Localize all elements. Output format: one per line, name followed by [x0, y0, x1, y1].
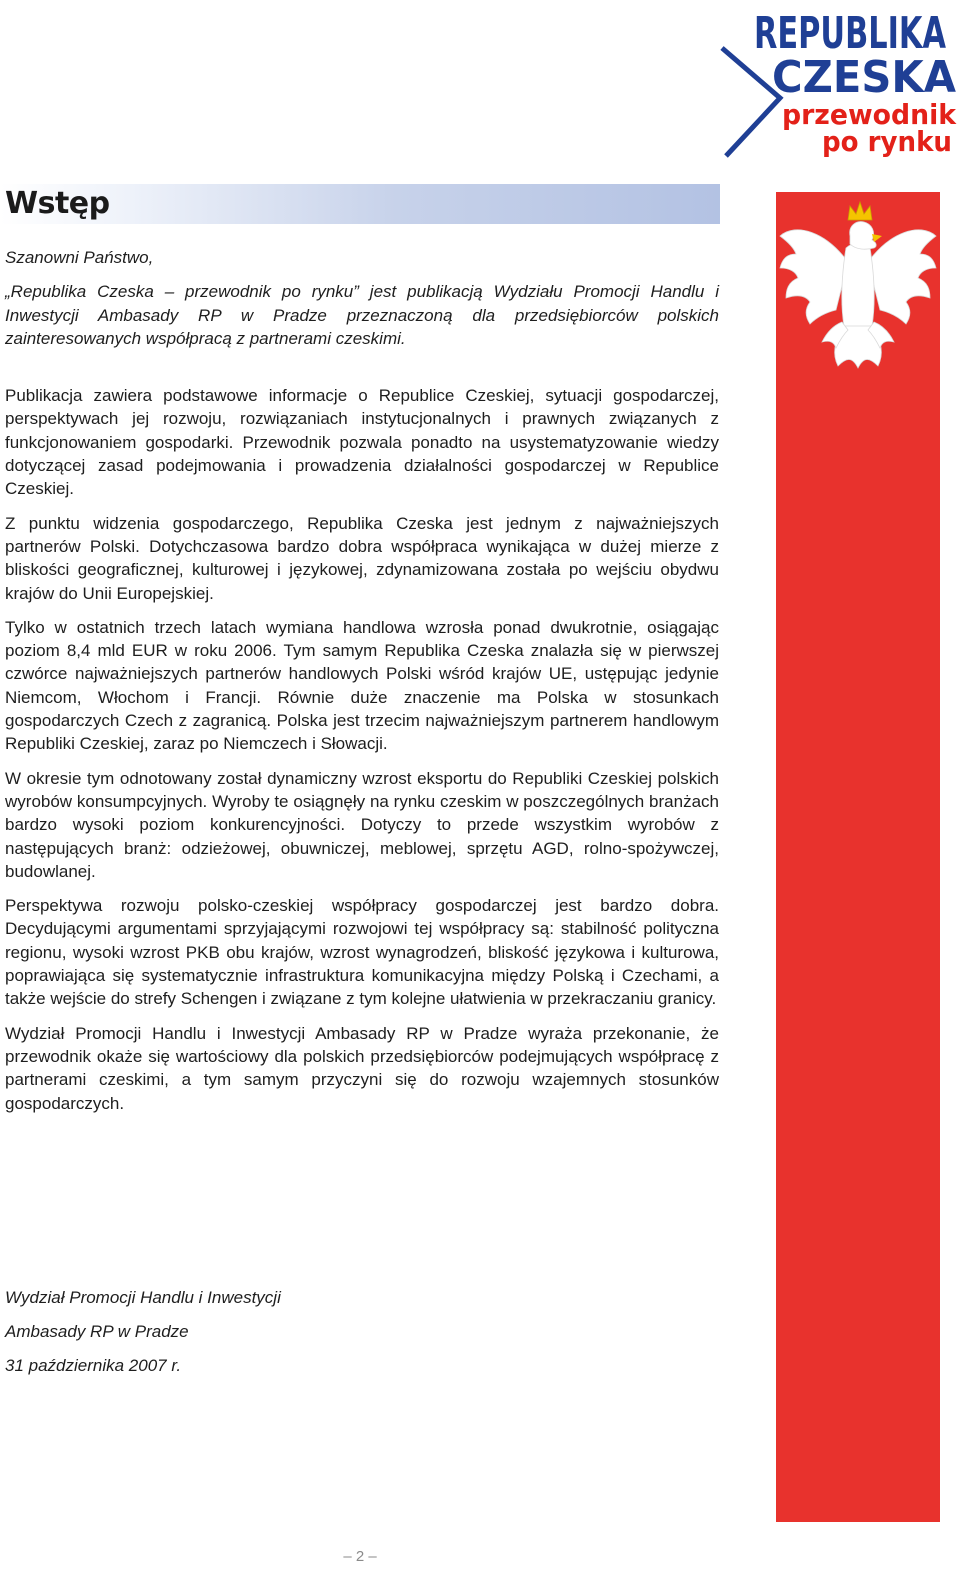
intro-paragraph: „Republika Czeska – przewodnik po rynku” jest publikacją Wydziału Promocji Handlu i Inwestycji Ambasady RP w Pradze przeznaczoną dla przedsiębiorców polskich zainteresowanych współpracą z partnerami czeskimi.	[5, 282, 719, 348]
body-paragraph-5: Perspektywa rozwoju polsko-czeskiej współpracy gospodarczej jest bardzo dobra. Decydującymi argumentami sprzyjającymi rozwojowi tej współpracy są: stabilność polityczna regionu, wysoki wzrost PKB obu krajów, wzrost wynagrodzeń, bliskość językowa i kulturowa, poprawiająca się systematycznie infrastruktura komunikacyjna między Polską i Czechami, a także wejście do strefy Schengen i związane z tym kolejne ułatwienia w przekraczaniu granicy.	[5, 896, 719, 1009]
logo-line3: przewodnik	[782, 98, 958, 131]
signature-date: 31 października 2007 r.	[5, 1356, 182, 1375]
page-number: – 2 –	[343, 1548, 377, 1565]
logo-line1: REPUBLIKA	[754, 8, 946, 59]
signature-line-2: Ambasady RP w Pradze	[5, 1322, 189, 1341]
page-title: Wstęp	[5, 186, 110, 221]
red-side-band	[776, 192, 940, 1522]
body-paragraph-4: W okresie tym odnotowany został dynamiczny wzrost eksportu do Republiki Czeskiej polskich wyrobów konsumpcyjnych. Wyroby te osiągnęły na rynku czeskim w poszczególnych branżach bardzo wysoki poziom konkurencyjności. Dotyczy to przede wszystkim wyrobów z następujących branż: odzieżowej, obuwniczej, meblowej, sprzętu AGD, rolno-spożywczej, budowlanej.	[5, 768, 719, 881]
main-content	[5, 246, 719, 1126]
signature-line-1: Wydział Promocji Handlu i Inwestycji	[5, 1288, 281, 1307]
logo-line2: CZESKA	[772, 52, 956, 103]
white-eagle-emblem	[776, 192, 940, 382]
logo-graphic	[716, 0, 960, 160]
logo-line4: po rynku	[822, 125, 952, 158]
body-paragraph-2: Z punktu widzenia gospodarczego, Republika Czeska jest jednym z najważniejszych partnerów Polski. Dotychczasowa bardzo dobra współpraca wynikająca w dużej mierze z bliskości geograficznej, kulturowej i językowej, zdynamizowana została po wejściu obydwu krajów do Unii Europejskiej.	[5, 513, 719, 603]
republika-czeska-logo	[716, 0, 960, 160]
body-paragraph-3: Tylko w ostatnich trzech latach wymiana handlowa wzrosła ponad dwukrotnie, osiągając poziom 8,4 mld EUR w roku 2006. Tym samym Republika Czeska znalazła się w pierwszej czwórce najważniejszych partnerów handlowych Polski wśród krajów UE, ustępując jedynie Niemcom, Włochom i Francji. Równie duże znaczenie ma Polska w stosunkach gospodarczych Czech z zagranicą. Polska jest trzecim najważniejszym partnerem handlowym Republiki Czeskiej, zaraz po Niemczech i Słowacji.	[5, 617, 719, 754]
body-paragraph-1: Publikacja zawiera podstawowe informacje o Republice Czeskiej, sytuacji gospodarczej, perspektywach jej rozwoju, rozwiązaniach instytucjonalnych i prawnych związanych z funkcjonowaniem gospodarki. Przewodnik pozwala ponadto na usystematyzowanie wiedzy dotyczącej zasad podejmowania i prowadzenia działalności gospodarczej w Republice Czeskiej.	[5, 386, 719, 499]
greeting: Szanowni Państwo,	[5, 248, 154, 267]
signature-block	[5, 1286, 281, 1388]
white-eagle-icon	[776, 192, 940, 382]
crown-icon	[848, 202, 872, 220]
body-paragraph-6: Wydział Promocji Handlu i Inwestycji Ambasady RP w Pradze wyraża przekonanie, że przewodnik okaże się wartościowy dla polskich przedsiębiorców podejmujących współpracę z partnerami czeskimi, a tym samym przyczyni się do rozwoju wzajemnych stosunków gospodarczych.	[5, 1023, 719, 1113]
